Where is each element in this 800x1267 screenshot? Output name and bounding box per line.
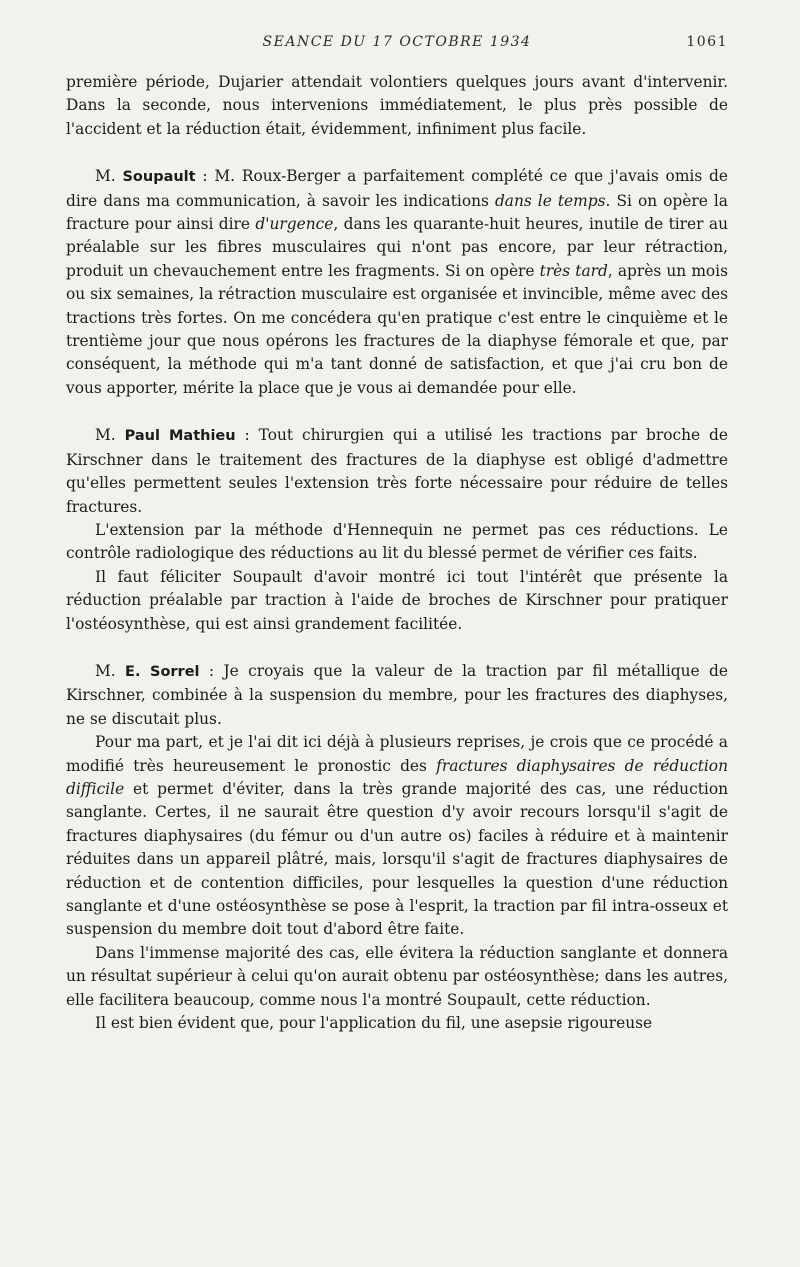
text-run: . Si on opère la fracture pour ainsi dire [66,191,728,234]
header-title: SEANCE DU 17 OCTOBRE 1934 [262,34,532,50]
speaker-prefix: M. [95,167,123,186]
italic-run: très tard [539,261,608,280]
paragraph: L'extension par la méthode d'Hennequin ne permet pas ces réductions. Le contrôle radiologique des réductions au lit du blessé permet de vérifier ces faits. [66,520,728,563]
body-text [66,71,728,1035]
italic-run: dans le temps [494,191,606,210]
italic-run: d'urgence [255,215,334,234]
paragraph-sorrel [66,660,728,731]
text-run: : Tout chirurgien qui a utilisé les tractions par broche de Kirschner dans le traitement des fractures de la diaphyse est obligé d'admettre qu'elles permettent seules l'extension très forte nécessaire pour réduire de telles fractures. [66,426,728,516]
text-run: Pour ma part, et je l'ai dit ici déjà à plusieurs reprises, je crois que ce procédé a modifié très heureusement le pronostic des [66,733,728,775]
speaker-name: Soupault [122,169,196,186]
paragraph: Il faut féliciter Soupault d'avoir montré ici tout l'intérêt que présente la réduction préalable par traction à l'aide de broches de Kirschner pour pratiquer l'ostéosynthèse, qui est ainsi grandement facilitée. [66,567,728,633]
text-run: et permet d'éviter, dans la très grande majorité des cas, une réduction sanglante. Certes, il ne saurait être question d'y avoir recours lorsqu'il s'agit de fractures diaphysaires (du fémur ou d'un autre os) faciles à réduire et à maintenir réduites dans un appareil plâtré, mais, lorsqu'il s'agit de fractures diaphysaires de réduction et de contention difficiles, pour lesquelles la question d'une réduction sanglante et d'une ostéosynthèse se pose à l'esprit, la traction par fil intra-osseux et suspension du membre doit tout d'abord être faite. [66,779,728,939]
paragraph [66,731,728,942]
text-run: , dans les quarante-huit heures, inutile de tirer au préalable sur les fibres musculaires qui n'ont pas encore, par leur rétraction, produit un chevauchement entre les fragments. Si on opère [66,215,728,280]
paragraph-mathieu [66,424,728,519]
page-number: 1061 [686,34,728,50]
speaker-prefix: M. [95,661,126,680]
italic-run: fractures diaphysaires de réduction difficile [66,756,728,798]
text-run: , après un mois ou six semaines, la rétraction musculaire est organisée et invincible, même avec des tractions très fortes. On me concédera qu'en pratique c'est entre le cinquième et le trentième jour que nous opérons les fractures de la diaphyse fémorale et que, par conséquent, la méthode qui m'a tant donné de satisfaction, et que j'ai cru bon de vous apporter, mérite la place que je vous ai demandée pour elle. [66,261,728,397]
speaker-name: Paul Mathieu [124,428,236,445]
speaker-prefix: M. [95,426,125,445]
text-run: : Je croyais que la valeur de la traction par fil métallique de Kirschner, combinée à la suspension du membre, pour les fractures des diaphyses, ne se discutait plus. [66,661,728,728]
text-run: : M. Roux-Berger a parfaitement complété ce que j'avais omis de dire dans ma communication, à savoir les indications [66,167,728,210]
paragraph-soupault [66,165,728,400]
paragraph: Il est bien évident que, pour l'application du fil, une asepsie rigoureuse [95,1014,653,1033]
speaker-name: E. Sorrel [125,663,200,680]
paragraph: première période, Dujarier attendait volontiers quelques jours avant d'intervenir. Dans la seconde, nous intervenions immédiatement, le plus près possible de l'accident et la réduction était, évidemment, infiniment plus facile. [66,73,728,138]
paragraph: Dans l'immense majorité des cas, elle évitera la réduction sanglante et donnera un résultat supérieur à celui qu'on aurait obtenu par ostéosynthèse; dans les autres, elle facilitera beaucoup, comme nous l'a montré Soupault, cette réduction. [66,943,728,1009]
running-header [66,34,728,56]
